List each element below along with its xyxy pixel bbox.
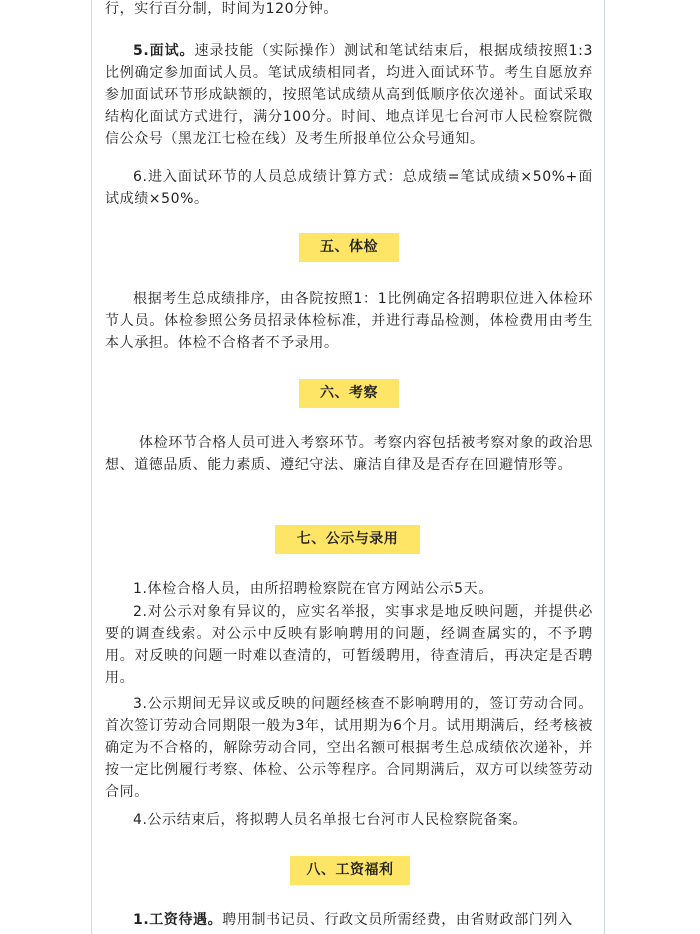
paragraph-written-exam-tail: 行，实行百分制，时间为120分钟。 — [105, 1, 338, 17]
salary-lead: 1.工资待遇。 — [133, 912, 223, 928]
section-heading-publicity-hiring: 七、公示与录用 — [275, 525, 420, 554]
interview-lead: 5.面试。 — [133, 43, 195, 59]
right-margin-rule — [604, 0, 605, 934]
paragraph-physical-exam: 根据考生总成绩排序，由各院按照1：1比例确定各招聘职位进入体检环节人员。体检参照公务员招录体检标准，并进行毒品检测，体检费用由考生本人承担。体检不合格者不予录用。 — [105, 291, 593, 351]
section-heading-physical-exam: 五、体检 — [299, 233, 399, 262]
salary-text: 聘用制书记员、行政文员所需经费，由省财政部门列入 — [222, 912, 573, 928]
paragraph-score-formula: 6.进入面试环节的人员总成绩计算方式：总成绩=笔试成绩×50%+面试成绩×50%。 — [105, 169, 593, 207]
paragraph-publicity-2: 2.对公示对象有异议的，应实名举报，实事求是地反映问题，并提供必要的调查线索。对公示中反映有影响聘用的问题，经调查属实的，不予聘用。对反映的问题一时难以查清的，可暂缓聘用，待查清后，再决定是否聘用。 — [105, 604, 593, 686]
paragraph-inspection: 体检环节合格人员可进入考察环节。考察内容包括被考察对象的政治思想、道德品质、能力素质、遵纪守法、廉洁自律及是否存在回避情形等。 — [105, 435, 593, 473]
paragraph-publicity-1: 1.体检合格人员，由所招聘检察院在官方网站公示5天。 — [133, 581, 493, 597]
paragraph-interview — [105, 40, 593, 150]
left-margin-rule — [91, 0, 92, 934]
paragraph-publicity-3: 3.公示期间无异议或反映的问题经核查不影响聘用的，签订劳动合同。首次签订劳动合同期限一般为3年，试用期为6个月。试用期满后，经考核被确定为不合格的，解除劳动合同，空出名额可根据考生总成绩依次递补，并按一定比例履行考察、体检、公示等程序。合同期满后，双方可以续签劳动合同。 — [105, 696, 593, 800]
section-heading-inspection: 六、考察 — [299, 379, 399, 408]
paragraph-publicity-4: 4.公示结束后，将拟聘人员名单报七台河市人民检察院备案。 — [133, 812, 528, 828]
interview-text: 速录技能（实际操作）测试和笔试结束后，根据成绩按照1:3比例确定参加面试人员。笔试成绩相同者，均进入面试环节。考生自愿放弃参加面试环节形成缺额的，按照笔试成绩从高到低顺序依次递补。面试采取结构化面试方式进行，满分100分。时间、地点详见七台河市人民检察院微信公众号（黑龙江七检在线）及考生所报单位公众号通知。 — [105, 43, 593, 147]
paragraph-salary — [105, 909, 593, 931]
section-heading-salary-benefits: 八、工资福利 — [290, 856, 410, 885]
